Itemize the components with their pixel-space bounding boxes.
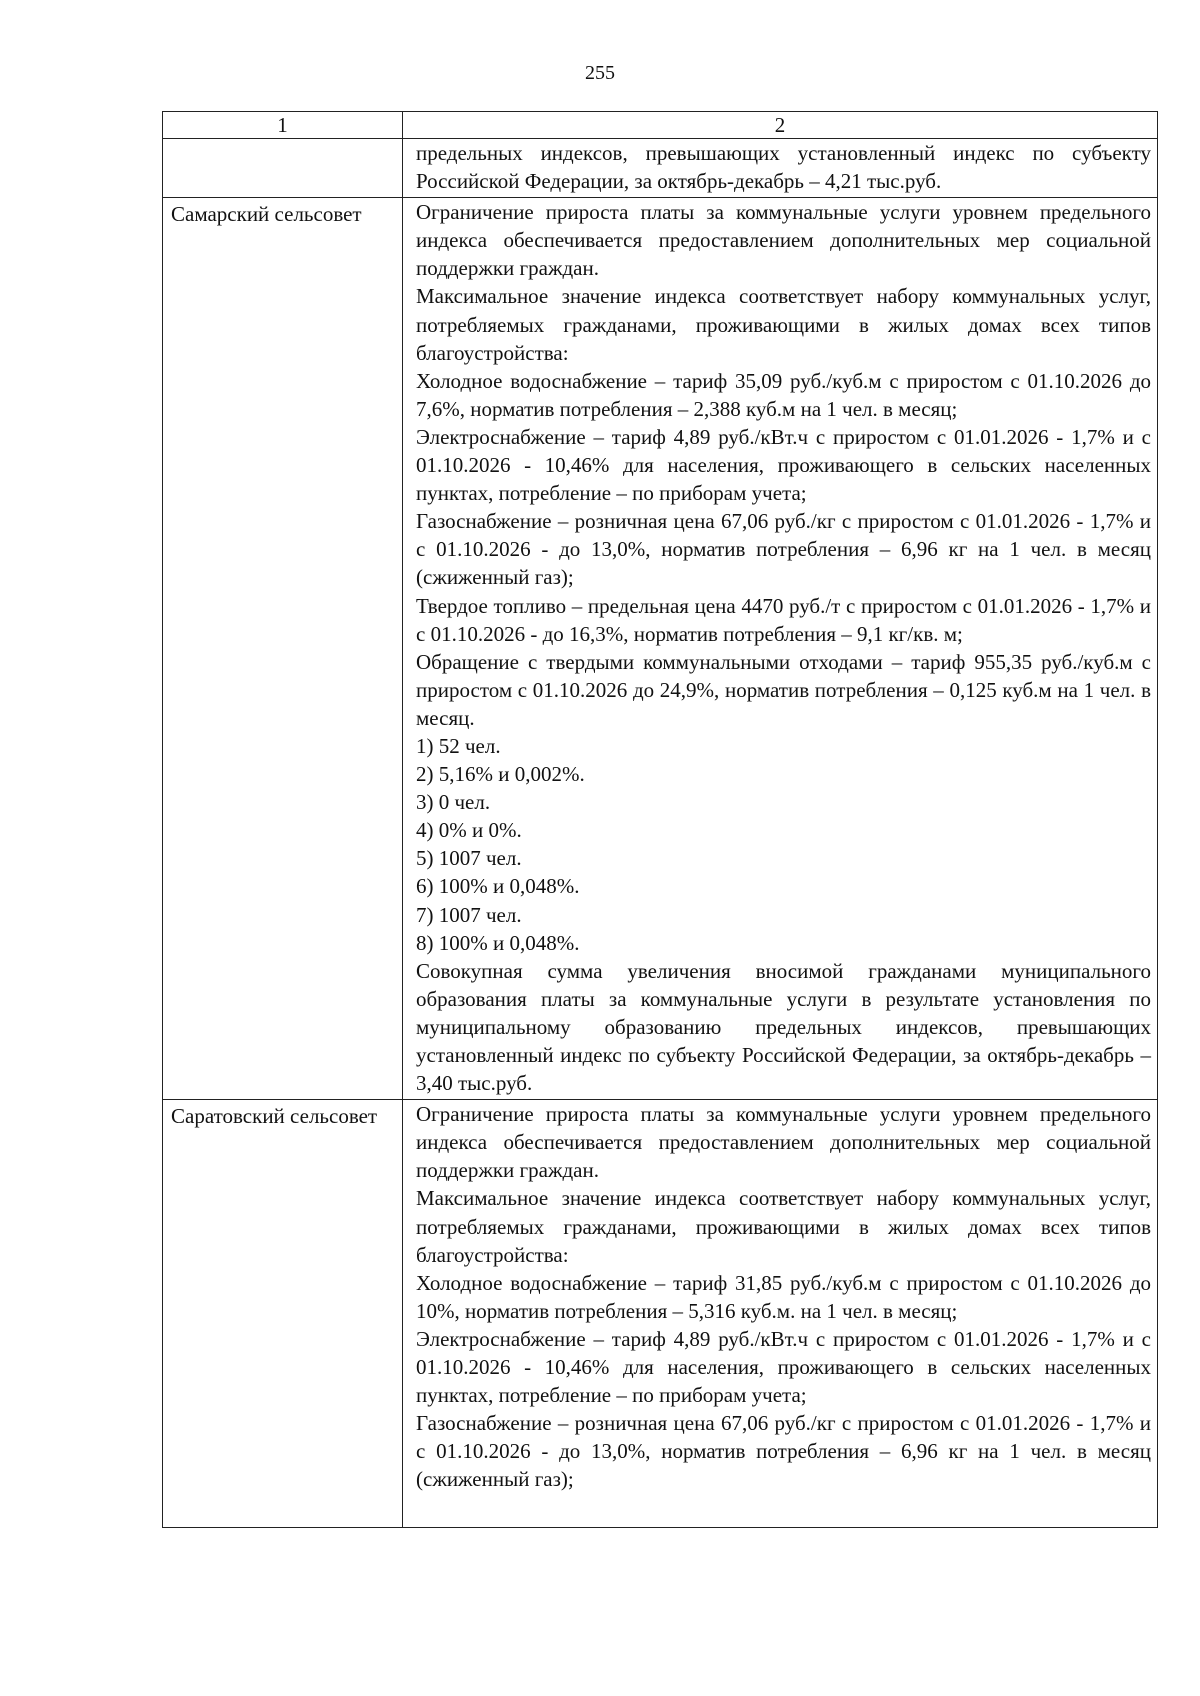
list-item: 4) 0% и 0%.	[416, 818, 522, 843]
paragraph: Газоснабжение – розничная цена 67,06 руб./кг с приростом с 01.01.2026 - 1,7% и с 01.10.2026 - до 13,0%, норматив потребления – 6,96 кг на 1 чел. в месяц (сжиженный газ);	[416, 509, 1151, 590]
page-number: 255	[585, 62, 615, 84]
table-row	[163, 198, 1158, 1100]
paragraph: Холодное водоснабжение – тариф 31,85 руб./куб.м с приростом с 01.10.2026 до 10%, норматив потребления – 5,316 куб.м. на 1 чел. в месяц;	[416, 1270, 1151, 1323]
list-item: 5) 1007 чел.	[416, 846, 522, 871]
municipality-name: Самарский сельсовет	[163, 198, 403, 1100]
paragraph: Электроснабжение – тариф 4,89 руб./кВт.ч с приростом с 01.01.2026 - 1,7% и с 01.10.2026 - 10,46% для населения, проживающего в сельских населенных пунктах, потребление – по приборам учета;	[416, 1326, 1151, 1408]
summary-paragraph: Совокупная сумма увеличения вносимой гражданами муниципального образования платы за коммунальные услуги в результате установления по муниципальному образованию предельных индексов, превышающих установленный индекс по субъекту Российской Федерации, за октябрь-декабрь – 3,40 тыс.руб.	[416, 958, 1151, 1096]
continuation-row	[163, 139, 1158, 198]
paragraph: Газоснабжение – розничная цена 67,06 руб./кг с приростом с 01.01.2026 - 1,7% и с 01.10.2026 - до 13,0%, норматив потребления – 6,96 кг на 1 чел. в месяц (сжиженный газ);	[416, 1411, 1151, 1492]
paragraph: Обращение с твердыми коммунальными отходами – тариф 955,35 руб./куб.м с приростом с 01.10.2026 до 24,9%, норматив потребления – 0,125 куб.м на 1 чел. в месяц.	[416, 649, 1151, 730]
column-header-1: 1	[163, 112, 403, 139]
municipality-description	[403, 1100, 1158, 1528]
table-row	[163, 1100, 1158, 1528]
continuation-name-cell	[163, 139, 403, 198]
header-row	[163, 112, 1158, 139]
paragraph: Твердое топливо – предельная цена 4470 руб./т с приростом с 01.01.2026 - 1,7% и с 01.10.2026 - до 16,3%, норматив потребления – 9,1 кг/кв. м;	[416, 593, 1151, 646]
list-item: 8) 100% и 0,048%.	[416, 930, 580, 955]
paragraph: Ограничение прироста платы за коммунальные услуги уровнем предельного индекса обеспечивается предоставлением дополнительных мер социальной поддержки граждан.	[416, 200, 1151, 281]
list-item: 1) 52 чел.	[416, 733, 501, 758]
continuation-text-cell	[403, 139, 1158, 198]
list-item: 2) 5,16% и 0,002%.	[416, 762, 585, 787]
paragraph: Максимальное значение индекса соответствует набору коммунальных услуг, потребляемых гражданами, проживающими в жилых домах всех типов благоустройства:	[416, 284, 1151, 365]
paragraph: Электроснабжение – тариф 4,89 руб./кВт.ч с приростом с 01.01.2026 - 1,7% и с 01.10.2026 - 10,46% для населения, проживающего в сельских населенных пунктах, потребление – по приборам учета;	[416, 424, 1151, 506]
municipality-description	[403, 198, 1158, 1100]
paragraph: Ограничение прироста платы за коммунальные услуги уровнем предельного индекса обеспечивается предоставлением дополнительных мер социальной поддержки граждан.	[416, 1102, 1151, 1183]
list-item: 6) 100% и 0,048%.	[416, 874, 580, 899]
paragraph: Максимальное значение индекса соответствует набору коммунальных услуг, потребляемых гражданами, проживающими в жилых домах всех типов благоустройства:	[416, 1186, 1151, 1267]
column-header-2: 2	[403, 112, 1158, 139]
paragraph: Холодное водоснабжение – тариф 35,09 руб./куб.м с приростом с 01.10.2026 до 7,6%, норматив потребления – 2,388 куб.м на 1 чел. в месяц;	[416, 368, 1151, 421]
list-item: 3) 0 чел.	[416, 790, 491, 815]
paragraph: предельных индексов, превышающих установленный индекс по субъекту Российской Федерации, за октябрь-декабрь – 4,21 тыс.руб.	[416, 141, 1151, 194]
municipality-name: Саратовский сельсовет	[163, 1100, 403, 1528]
cell-content	[416, 1100, 1151, 1525]
municipality-table	[162, 111, 1158, 1528]
list-item: 7) 1007 чел.	[416, 902, 522, 927]
